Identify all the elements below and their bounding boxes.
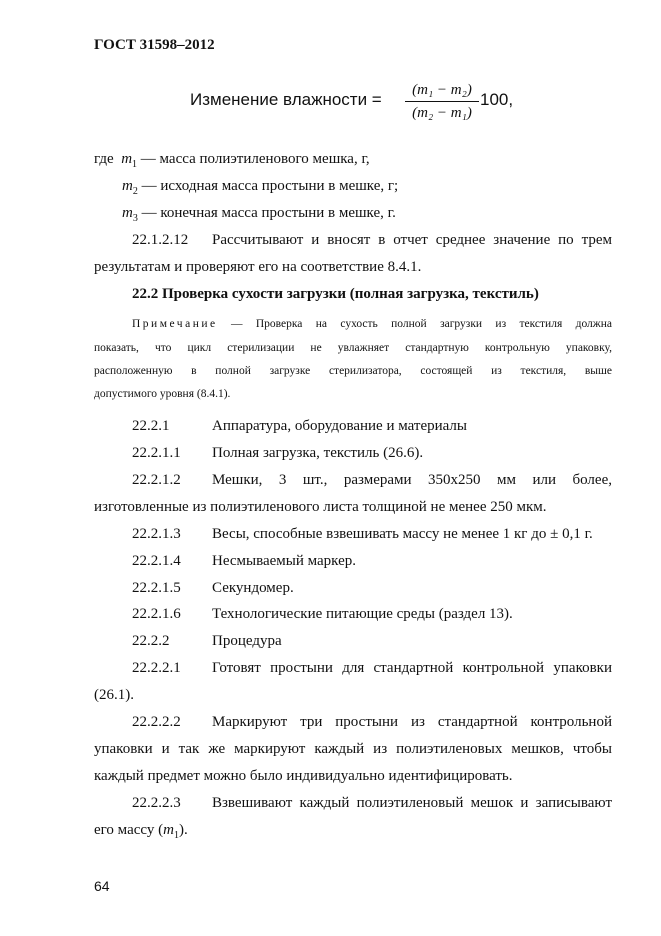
section-title: 22.2 Проверка сухости загрузки (полная загрузка, текстиль) [132, 286, 539, 302]
where-m3: $m_3$ — конечная масса простыни в мешке, г. [122, 205, 396, 224]
formula-fraction [405, 80, 479, 123]
formula-label: Изменение влажности = [190, 90, 382, 109]
clause-text: Взвешивают каждый полиэтиленовый мешок и записывают [212, 795, 612, 811]
note-line-1: Примечание — Проверка на сухость полной загрузки из текстиля должна [132, 318, 612, 330]
clause-text: Полная загрузка, текстиль (26.6). [212, 445, 424, 461]
formula-denominator: (m₂ − m₁) [412, 105, 472, 121]
clause-number: 22.2.1.4 [132, 553, 181, 569]
fraction-bar [405, 101, 479, 102]
clause-number: 22.2.1 [132, 418, 170, 434]
clause-text: Маркируют три простыни из стандартной контрольной [212, 714, 612, 730]
clause-number: 22.2.1.1 [132, 445, 181, 461]
clause-text-cont: каждый предмет можно было индивидуально идентифицировать. [94, 768, 513, 784]
clause-text-cont: его массу $(m_1)$. [94, 822, 188, 841]
where-m2: $m_2$ — исходная масса простыни в мешке, г; [122, 178, 399, 197]
where-m1: где $m_1$ — масса полиэтиленового мешка, г, [94, 151, 370, 170]
clause-text-cont: упаковки и так же маркируют каждый из полиэтиленовых мешков, чтобы [94, 741, 612, 757]
clause-text: Секундомер. [212, 580, 294, 596]
formula-suffix: 100, [480, 90, 514, 109]
clause-text: Рассчитывают и вносят в отчет среднее значение по трем [212, 232, 612, 248]
clause-text-cont: результатам и проверяют его на соответствие 8.4.1. [94, 259, 422, 275]
clause-text-cont: изготовленные из полиэтиленового листа толщиной не менее 250 мкм. [94, 499, 547, 515]
clause-text: Весы, способные взвешивать массу не менее 1 кг до ± 0,1 г. [212, 526, 593, 542]
clause-number: 22.2.1.2 [132, 472, 181, 488]
clause-text: Мешки, 3 шт., размерами 350x250 мм или более, [212, 472, 612, 488]
page-number: 64 [94, 878, 110, 894]
clause-text: Несмываемый маркер. [212, 553, 357, 569]
clause-number: 22.2.1.3 [132, 526, 181, 542]
clause-text: Аппаратура, оборудование и материалы [212, 418, 467, 434]
clause-text-cont: (26.1). [94, 687, 134, 703]
note-label: Примечание [132, 318, 218, 330]
note-line-2: показать, что цикл стерилизации не увлажняет стандартную контрольную упаковку, [94, 342, 612, 354]
clause-number: 22.2.2.2 [132, 714, 181, 730]
clause-number: 22.2.1.5 [132, 580, 181, 596]
clause-number: 22.2.1.6 [132, 606, 181, 622]
note-line-4: допустимого уровня (8.4.1). [94, 388, 231, 400]
clause-number: 22.2.2.3 [132, 795, 181, 811]
clause-text: Процедура [212, 633, 282, 649]
note-line-3: расположенную в полной загрузке стерилизатора, состоящей из текстиля, выше [94, 365, 612, 377]
clause-text: Технологические питающие среды (раздел 13). [212, 606, 513, 622]
clause-number: 22.1.2.12 [132, 232, 189, 248]
formula-numerator: (m₁ − m₂) [412, 82, 472, 98]
clause-text: Готовят простыни для стандартной контрольной упаковки [212, 660, 612, 676]
clause-number: 22.2.2 [132, 633, 170, 649]
document-header: ГОСТ 31598–2012 [94, 37, 215, 53]
clause-number: 22.2.2.1 [132, 660, 181, 676]
